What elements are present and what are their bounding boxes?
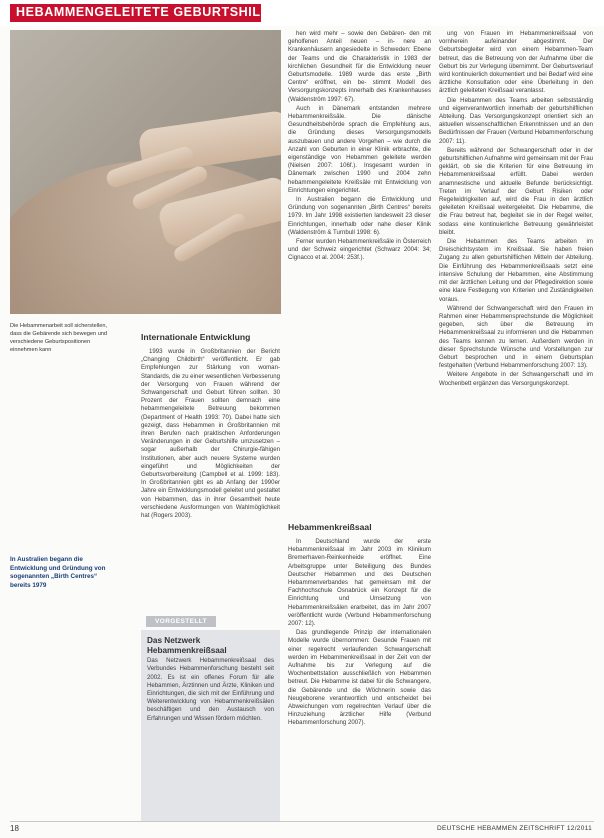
footer-rule [10,821,594,822]
photo-skin [10,160,281,314]
heading-international: Internationale Entwicklung [141,332,251,342]
paragraph: Während der Schwangerschaft wird den Frauen im Rahmen einer Hebammensprechstunde die Möglichkeit gegeben, sich über die Betreuung im Hebammenkreißsaal zu informieren und die Hebammen des Teams kennen zu lernen. Außerdem werden in dieser Sprechstunde Wünsche und Vorstellungen zur Geburt besprochen und in einem Geburtsplan festgehalten (Verbund Hebammenforschung 2007: 13). [439,304,593,370]
page-number: 18 [10,824,19,833]
sidebar-label: VORGESTELLT [146,616,216,627]
sidebar-title: Das Netzwerk Hebammenkreißsaal [147,636,227,655]
paragraph: 1993 wurde in Großbritannien der Bericht „Changing Childbirth“ veröffentlicht. Er gab Empfehlungen zur Stärkung von woman-Standards, die zu einer wesentlichen Verbesserung der Versorgung von Frauen während der Schwangerschaft und Geburt führen sollten. 30 Prozent der Frauen sollten demnach eine hebammengeleitete Betreuung bekommen (Department of Health 1993: 70). Dabei hatte sich gezeigt, dass Hebammen in Großbritannien mit ihren Berufen nach praktischen Anforderungen Veränderungen in der Geburtshilfe umzusetzen – sogar außerhalb der Chirurgie-fähigen Institutionen, aber auch neuere Systeme wurden eingeführt und Möglichkeiten der Geburtsvorbereitung (Campbell et al. 1999: 183). In Großbritannien gibt es ab Anfang der 1990er Jahre ein Entwicklungsmodell geleitet und gestaltet von Hebammen, das in ihrer Gesamtheit heute verschiedene Ausformungen von Wahlmöglichkeit hat (Rogers 2003). [141,348,280,520]
paragraph: Die Hebammen des Teams arbeiten im Dreischichtsystem im Kreißsaal. Sie haben freien Zugang zu allen geburtshilflichen Mitteln der Abteilung. Die Einführung des Hebammenkreißsaals setzt eine intensive Schulung der Hebammen, eine Abstimmung mit der ärztlichen Leitung und der Pflegedirektion sowie eine klare Festlegung von Kriterien und Zuständigkeiten voraus. [439,238,593,303]
paragraph: ung von Frauen im Hebammenkreißsaal von vornherein aufeinander abgestimmt. Der Geburtsbegleiter wird von einem Hebammen-Team betreut, das die Betreuung von der Aufnahme über die Geburt bis zur Verlegung übernimmt. Der Geburtsverlauf wird kontinuierlich dokumentiert und bei Bedarf wird eine ärztliche Konsultation oder eine Überleitung in den ärztlich geleiteten Kreißsaal veranlasst. [439,30,593,95]
paragraph: Die Hebammen des Teams arbeiten selbstständig und eigenverantwortlich innerhalb der geburtshilflichen Abteilung. Das Versorgungskonzept orientiert sich an aktuellen wissenschaftlichen Erkenntnissen und an den Bedürfnissen der Frauen (Verbund Hebammenforschung 2007: 11). [439,96,593,145]
heading-hebammenkreisssaal: Hebammenkreißsaal [288,522,372,532]
sidebar-text: Das Netzwerk Hebammenkreißsaal des Verbundes Hebammenforschung besteht seit 2002. Es ist ein offenes Forum für alle Hebammen, Ärztinnen und Ärzte, Kliniken und Einrichtungen, die sich mit der Einführung und Weiterentwicklung von Hebammenkreißsälen beschäftigen und den Austausch von Erfahrungen und Wissen fördern möchten. [147,657,274,722]
paragraph: Weitere Angebote in der Schwangerschaft und im Wochenbett ergänzen das Versorgungskonzept. [439,371,593,387]
paragraph: Auch in Dänemark entstanden mehrere Hebammenkreißsäle. Die dänische Gesundheitsbehörde sprach die Empfehlung aus, die Gründung dieses Versorgungsmodells auszubauen und andere Vorgehen – wie durch die Anzahl von Geburten in einer Klinik erbrachte, die eigenständige von Hebammen geleitete werden (Nielsen 2007: 106f.). Insgesamt wurden in Dänemark zwischen 1990 und 2004 zehn hebammengeleitete Kreißsäle mit Entwicklung von Einrichtungen eingerichtet. [288,104,431,194]
column-mid-top [288,30,431,264]
paragraph: Bereits während der Schwangerschaft oder in der geburtshilflichen Aufnahme wird gemeinsam mit der Frau geklärt, ob sie die Kriterien für eine Betreuung im Hebammenkreißsaal erfüllt. Dabei werden anamnestische und aktuelle Befunde berücksichtigt. Treten im Verlauf der Geburt Risiken oder Regelwidrigkeiten auf, wird die Frau in den ärztlich geleiteten Kreißsaal weitergeleitet. Die Hebamme, die die Frau betreut hat, begleitet sie in der Regel weiter, sodass eine kontinuierliche Betreuung gewährleistet bleibt. [439,146,593,236]
sidebar-box [141,630,280,822]
column-international [141,348,280,521]
column-right [439,30,593,389]
paragraph: Das grundlegende Prinzip der internationalen Modelle wurde übernommen: Gesunde Frauen mit einer regelrecht verlaufenden Schwangerschaft werden im Hebammenkreißsaal in der Zeit von der Aufnahme bis zur Verlegung auf die Wochenbettstation ausschließlich von Hebammen betreut. Die Hebamme ist dabei für die Schwangere, die Gebärende und die Wöchnerin sowie das Neugeborene verantwortlich und entscheidet bei Abweichungen vom regelrechten Verlauf über die Hinzuziehung ärztlicher Hilfe (Verbund Hebammenforschung 2007). [288,629,431,727]
section-title: HEBAMMENGELEITETE GEBURTSHILFE [16,5,278,19]
photo-caption: Die Hebammenarbeit soll sicherstellen, dass die Gebärende sich bewegen und verschiedene Geburtspositionen einnehmen kann [10,323,108,353]
page-header [0,0,604,26]
pull-quote: In Australien begann die Entwicklung und Gründung von sogenannten „Birth Centres“ bereits 1979 [10,556,106,589]
article-photo [10,30,281,314]
column-hebammenkreisssaal [288,538,431,729]
paragraph: In Deutschland wurde der erste Hebammenkreißsaal im Jahr 2003 im Klinikum Bremerhaven-Reinkenheide eröffnet. Eine Arbeitsgruppe unter Beteiligung des Bundes Deutscher Hebammen und des Deutschen Hebammenverbandes hat gemeinsam mit der Fachhochschule Osnabrück ein Konzept für die Einrichtung und Umsetzung von Hebammenkreißsälen erarbeitet, das im Jahr 2007 veröffentlicht wurde (Verbund Hebammenforschung 2007: 12). [288,538,431,628]
paragraph: hen wird mehr – sowie den Gebären- den mit geholfenen Anteil neuen – in- nere an Krankenhäusern angesiedelte in Schweden: Ebene der Teams und die Charakteristik in 1983 der kirchlichen Gesundheit für die Entwicklung neuer Geburtsmodelle. 1989 wurde das erste „Birth Centre“ eröffnet, ein be- stimmt Modell des Versorgungskonzepts innerhalb des Krankenhauses (Waldenström 1997: 67). [288,30,431,103]
paragraph: Ferner wurden Hebammenkreißsäle in Österreich und der Schweiz eingerichtet (Schwarz 2004: 34; Cignacco et al. 2004: 253f.). [288,238,431,262]
journal-name: DEUTSCHE HEBAMMEN ZEITSCHRIFT 12/2011 [437,825,592,832]
paragraph: In Australien begann die Entwicklung und Gründung von sogenannten „Birth Centres“ bereits 1979. Im Jahr 1998 existierten landesweit 23 dieser Einrichtungen, innerhalb oder nahe dieser Klinik (Waldenström & Turnbull 1998: 6). [288,196,431,236]
